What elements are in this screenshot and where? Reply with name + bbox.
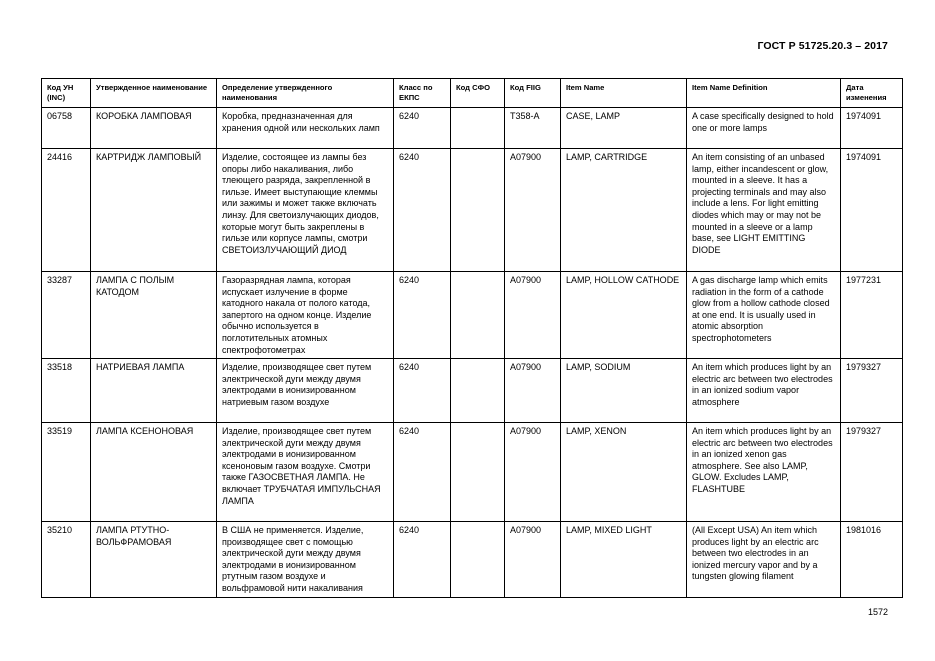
cell-inc: 35210 bbox=[42, 522, 91, 598]
cell-item-name: LAMP, HOLLOW CATHODE bbox=[561, 272, 687, 359]
cell-definition-en: An item consisting of an unbased lamp, either incandescent or glow, mounted in a sleeve. It has a projecting terminals and may also include a lens. For light emitting diodes which may or may not be mounted in a sleeve or a lamp base, see LIGHT EMITTING DIODE bbox=[687, 149, 841, 272]
cell-definition-ru: Коробка, предназначенная для хранения одной или нескольких ламп bbox=[217, 108, 394, 149]
cell-class: 6240 bbox=[394, 359, 451, 423]
cell-class: 6240 bbox=[394, 522, 451, 598]
cell-definition-ru: Изделие, производящее свет путем электрической дуги между двумя электродами в ионизированном натриевым газом воздухе bbox=[217, 359, 394, 423]
cell-name-ru: НАТРИЕВАЯ ЛАМПА bbox=[91, 359, 217, 423]
cell-class: 6240 bbox=[394, 149, 451, 272]
col-header-name-ru: Утвержденное наименование bbox=[91, 79, 217, 108]
cell-definition-en: An item which produces light by an electric arc between two electrodes in an ionized xenon gas atmosphere. See also LAMP, GLOW. Excludes LAMP, FLASHTUBE bbox=[687, 423, 841, 522]
cell-date: 1979327 bbox=[841, 359, 903, 423]
table-row bbox=[42, 522, 903, 598]
cell-name-ru: КАРТРИДЖ ЛАМПОВЫЙ bbox=[91, 149, 217, 272]
cell-sfo bbox=[451, 149, 505, 272]
cell-item-name: LAMP, SODIUM bbox=[561, 359, 687, 423]
cell-name-ru: ЛАМПА КСЕНОНОВАЯ bbox=[91, 423, 217, 522]
col-header-definition-en: Item Name Definition bbox=[687, 79, 841, 108]
table-row bbox=[42, 149, 903, 272]
cell-definition-ru: Изделие, состоящее из лампы без опоры либо накаливания, либо тлеющего разряда, закрепленной в гильзе. Имеет выступающие клеммы или зажимы и может также включать линзу. Для светоизлучающих диодов, которые могут быть закреплены в гильзе или корпусе лампы, смотри СВЕТОИЗЛУЧАЮЩИЙ ДИОД bbox=[217, 149, 394, 272]
cell-definition-ru: В США не применяется. Изделие, производящее свет с помощью электрической дуги между двумя электродами в ионизированном ртутным газом воздухе и вольфрамовой нити накаливания bbox=[217, 522, 394, 598]
table-row bbox=[42, 108, 903, 149]
cell-inc: 24416 bbox=[42, 149, 91, 272]
cell-name-ru: ЛАМПА РТУТНО-ВОЛЬФРАМОВАЯ bbox=[91, 522, 217, 598]
cell-fiig: A07900 bbox=[505, 149, 561, 272]
cell-class: 6240 bbox=[394, 423, 451, 522]
cell-date: 1974091 bbox=[841, 149, 903, 272]
cell-date: 1974091 bbox=[841, 108, 903, 149]
cell-inc: 06758 bbox=[42, 108, 91, 149]
cell-definition-en: (All Except USA) An item which produces light by an electric arc between two electrodes in an ionized mercury vapor and by a tungsten glowing filament bbox=[687, 522, 841, 598]
page-number: 1572 bbox=[867, 607, 888, 617]
cell-sfo bbox=[451, 423, 505, 522]
cell-definition-ru: Изделие, производящее свет путем электрической дуги между двумя электродами в ионизированном ксеноновым газом воздухе. Смотри также ГАЗОСВЕТНАЯ ЛАМПА. Не включает ТРУБЧАТАЯ ИМПУЛЬСНАЯ ЛАМПА bbox=[217, 423, 394, 522]
header-row bbox=[42, 79, 903, 108]
cell-item-name: CASE, LAMP bbox=[561, 108, 687, 149]
cell-definition-en: An item which produces light by an electric arc between two electrodes in an ionized sodium vapor atmosphere bbox=[687, 359, 841, 423]
cell-fiig: A07900 bbox=[505, 272, 561, 359]
cell-name-ru: КОРОБКА ЛАМПОВАЯ bbox=[91, 108, 217, 149]
col-header-date: Дата изменения bbox=[841, 79, 903, 108]
document-standard-header: ГОСТ Р 51725.20.3 – 2017 bbox=[757, 40, 888, 52]
cell-fiig: A07900 bbox=[505, 522, 561, 598]
cell-inc: 33287 bbox=[42, 272, 91, 359]
cell-definition-en: A gas discharge lamp which emits radiation in the form of a cathode glow from a hollow cathode closed at one end. It is usually used in atomic absorption spectrophotometers bbox=[687, 272, 841, 359]
col-header-class: Класс по ЕКПС bbox=[394, 79, 451, 108]
cell-sfo bbox=[451, 359, 505, 423]
cell-sfo bbox=[451, 272, 505, 359]
table-row bbox=[42, 272, 903, 359]
cell-item-name: LAMP, CARTRIDGE bbox=[561, 149, 687, 272]
cell-sfo bbox=[451, 108, 505, 149]
col-header-fiig: Код FIIG bbox=[505, 79, 561, 108]
cell-item-name: LAMP, MIXED LIGHT bbox=[561, 522, 687, 598]
col-header-item-name: Item Name bbox=[561, 79, 687, 108]
cell-date: 1979327 bbox=[841, 423, 903, 522]
cell-fiig: A07900 bbox=[505, 359, 561, 423]
col-header-definition-ru: Определение утвержденного наименования bbox=[217, 79, 394, 108]
cell-item-name: LAMP, XENON bbox=[561, 423, 687, 522]
cell-definition-en: A case specifically designed to hold one or more lamps bbox=[687, 108, 841, 149]
cell-inc: 33518 bbox=[42, 359, 91, 423]
cell-name-ru: ЛАМПА С ПОЛЫМ КАТОДОМ bbox=[91, 272, 217, 359]
cell-fiig: A07900 bbox=[505, 423, 561, 522]
col-header-inc: Код УН (INC) bbox=[42, 79, 91, 108]
cell-date: 1977231 bbox=[841, 272, 903, 359]
table-row bbox=[42, 423, 903, 522]
table-header bbox=[42, 79, 903, 108]
table-body bbox=[42, 108, 903, 598]
col-header-sfo: Код СФО bbox=[451, 79, 505, 108]
cell-class: 6240 bbox=[394, 272, 451, 359]
cell-inc: 33519 bbox=[42, 423, 91, 522]
cell-definition-ru: Газоразрядная лампа, которая испускает излучение в форме катодного накала от полого катода, запертого на одном конце. Изделие обычно используется в поглотительных атомных спектрофотометрах bbox=[217, 272, 394, 359]
cell-fiig: T358-A bbox=[505, 108, 561, 149]
cell-class: 6240 bbox=[394, 108, 451, 149]
table-row bbox=[42, 359, 903, 423]
cell-sfo bbox=[451, 522, 505, 598]
classification-table bbox=[41, 78, 903, 598]
cell-date: 1981016 bbox=[841, 522, 903, 598]
